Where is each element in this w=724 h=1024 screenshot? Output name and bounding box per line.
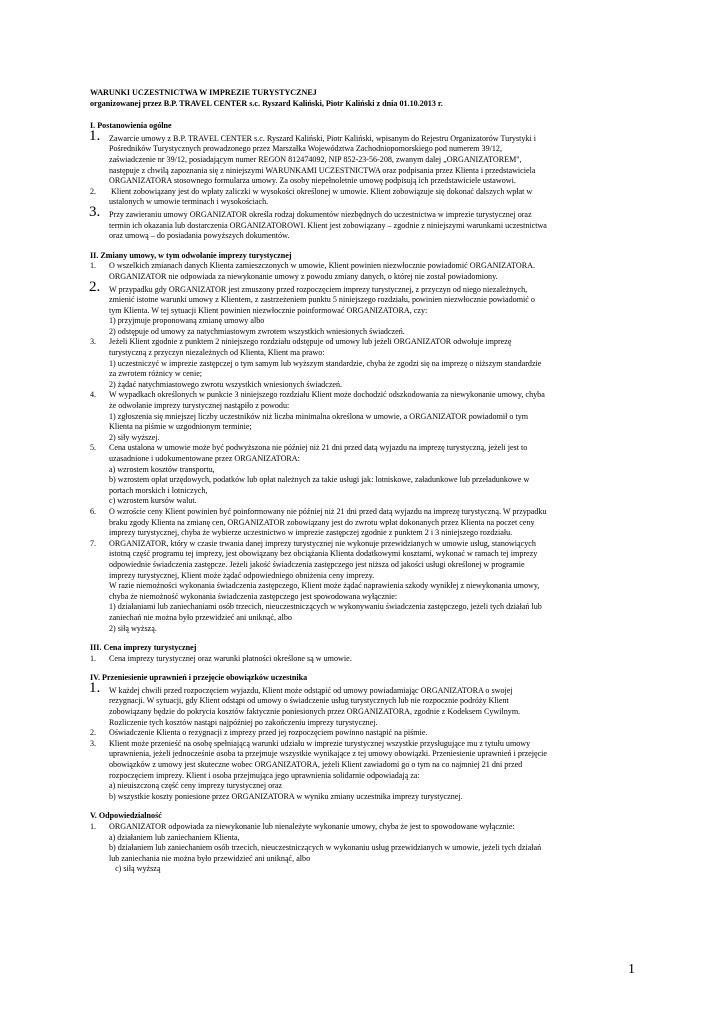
paragraph-line: Oświadczenie Klienta o rezygnacji z imprezy przed jej rozpoczęciem powinno nastąpić na piśmie. bbox=[109, 728, 428, 738]
paragraph-line: że odwołanie imprezy turystycznej nastąpiło z powodu: bbox=[109, 401, 290, 411]
paragraph-line: b) wszystkie koszty poniesione przez ORGANIZATORA w wyniku zmiany uczestnika imprezy turystycznej. bbox=[109, 791, 463, 801]
paragraph-number: 1. bbox=[90, 261, 97, 271]
numbered-paragraph bbox=[90, 654, 638, 665]
paragraph-line: zaniechań nie można było przewidzieć ani uniknąć, albo bbox=[109, 612, 292, 622]
paragraph-line: b) wzrostem opłat urzędowych, podatków lub opłat należnych za takie usługi jak: lotniskowe, załadunkowe lub przeładunkowe w bbox=[109, 475, 530, 485]
paragraph-number: 2. bbox=[89, 278, 101, 295]
paragraph-line: 1) przyjmuje proponowaną zmianę umowy albo bbox=[109, 316, 265, 326]
paragraph-line: W wypadkach określonych w punkcie 3 niniejszego rozdziału Klient może dochodzić odszkodowania za niewykonanie umowy, chyba bbox=[109, 390, 545, 400]
numbered-paragraph bbox=[90, 728, 638, 739]
paragraph-line: Klient może przenieść na osobę spełniającą warunki udziału w imprezie turystycznej wszystkie przysługujące mu z tytułu umowy bbox=[109, 738, 531, 748]
paragraph-line: zaświadczenie nr 39/12, posiadającym numer REGON 812474092, NIP 852-23-56-208, zwanym dalej „ORGANIZATOREM", bbox=[109, 154, 522, 164]
paragraph-line: ORGANIZATOR odpowiada za niewykonanie lub nienależyte wykonanie umowy, chyba że jest to spowodowane wyłącznie: bbox=[109, 822, 515, 831]
section-heading: II. Zmiany umowy, w tym odwołanie imprezy turystycznej bbox=[90, 250, 292, 260]
paragraph-line: tym Klienta. W tej sytuacji Klient powinien niezwłocznie poinformować ORGANIZATORA, czy: bbox=[109, 305, 428, 315]
numbered-paragraph bbox=[90, 443, 638, 507]
paragraph-line: Przy zawieraniu umowy ORGANIZATOR określa rodzaj dokumentów niezbędnych do uczestnictwa w imprezie turystycznej oraz bbox=[109, 209, 532, 219]
section-heading: III. Cena imprezy turystycznej bbox=[90, 643, 197, 653]
paragraph-line: Cena imprezy turystycznej oraz warunki płatności określone są w umowie. bbox=[109, 653, 352, 663]
paragraph-line: portach morskich i lotniczych, bbox=[109, 485, 208, 495]
numbered-paragraph bbox=[90, 337, 638, 390]
paragraph-line: 1) zgłoszenia się mniejszej liczby uczestników niż liczba minimalna określona w umowie, a ORGANIZATOR powiadomił o tym bbox=[109, 411, 529, 421]
paragraph-line: Jeżeli Klient zgodnie z punktem 2 niniejszego rozdziału odstępuje od umowy lub jeżeli ORGANIZATOR odwołuje imprezę bbox=[109, 337, 512, 347]
paragraph-line: Klient zobowiązany jest do wpłaty zaliczki w wysokości określonej w umowie. Klient zobowiązuje się dokonać dalszych wpłat w bbox=[109, 186, 533, 196]
paragraph-line: turystyczną z przyczyn niezależnych od Klienta, Klient ma prawo: bbox=[109, 348, 325, 358]
numbered-paragraph bbox=[89, 278, 638, 338]
paragraph-number: 6. bbox=[90, 506, 97, 516]
paragraph-line: imprezy turystycznej, Klient może żądać odpowiedniego obniżenia ceny imprezy. bbox=[109, 570, 375, 580]
paragraph-line: Cena ustalona w umowie może być podwyższona nie później niż 21 dni przed datą wyjazdu na imprezę turystyczną, jeżeli jest to bbox=[109, 443, 528, 453]
paragraph-number: 1. bbox=[89, 127, 101, 144]
paragraph-number: 3. bbox=[90, 337, 97, 347]
paragraph-line: obowiązków z umowy jest skuteczne wobec ORGANIZATORA, jeżeli Klient zawiadomi go o tym na co najmniej 21 dni przed bbox=[109, 760, 523, 770]
paragraph-number: 1. bbox=[90, 822, 97, 831]
paragraph-line: c) siłą wyższą bbox=[109, 864, 161, 874]
numbered-paragraph bbox=[90, 261, 638, 282]
paragraph-line: chyba że niemożność wykonania świadczenia zastępczego jest spowodowana wyłącznie: bbox=[109, 591, 398, 601]
paragraph-line: zmienić istotne warunki umowy z Klientem, z zastrzeżeniem punktu 5 niniejszego rozdziału, powinien niezwłocznie powiadomić o bbox=[109, 295, 535, 305]
numbered-paragraph bbox=[89, 203, 638, 242]
paragraph-line: W razie niemożności wykonania świadczenia zastępczego, Klient może żądać naprawienia szkody wynikłej z niewykonania umowy, bbox=[109, 581, 540, 591]
paragraph-line: braku zgody Klienta na zmianę cen, ORGANIZATOR zobowiązany jest do zwrotu wpłat dokonanych przez Klienta na poczet ceny bbox=[109, 517, 535, 527]
paragraph-line: zobowiązany będzie do pokrycia kosztów faktycznie poniesionych przez ORGANIZATORA, zgodnie z Kodeksem Cywilnym. bbox=[109, 707, 521, 717]
title-line-1: WARUNKI UCZESTNICTWA W IMPREZIE TURYSTYCZNEJ bbox=[90, 88, 317, 97]
paragraph-line: 1) uczestniczyć w imprezie zastępczej o tym samym lub wyższym standardzie, chyba że zgodzi się na imprezę o niższym standardzie bbox=[109, 358, 542, 368]
paragraph-number: 3. bbox=[90, 738, 97, 748]
paragraph-line: a) działaniem lub zaniechaniem Klienta, bbox=[109, 832, 240, 842]
paragraph-number: 4. bbox=[90, 390, 97, 400]
paragraph-line: b) działaniem lub zaniechaniem osób trzecich, nieuczestniczących w wykonaniu usług przewidzianych w umowie, jeżeli tych działań bbox=[109, 843, 542, 853]
paragraph-line: 2) siły wyższej. bbox=[109, 432, 160, 442]
paragraph-line: rezygnacji. W sytuacji, gdy Klient odstąpi od umowy o świadczenie usług turystycznych lub nie rozpocznie podróży Klient bbox=[109, 696, 509, 706]
document-body bbox=[90, 88, 638, 875]
paragraph-line: O wszelkich zmianach danych Klienta zamieszczonych w umowie, Klient powinien niezwłocznie powiadomić ORGANIZATORA. bbox=[109, 261, 535, 271]
title-line-2: organizowanej przez B.P. TRAVEL CENTER s.c. Ryszard Kaliński, Piotr Kaliński z dnia 01.10.2013 r. bbox=[90, 98, 443, 108]
paragraph-line: a) nieuiszczoną część ceny imprezy turystycznej oraz bbox=[109, 781, 283, 791]
paragraph-line: oraz umową – do posiadania powyższych dokumentów. bbox=[109, 231, 290, 241]
paragraph-line: uzasadnione i udokumentowane przez ORGANIZATORA: bbox=[109, 454, 300, 463]
paragraph-line: uprawnienia, jeżeli jednocześnie osoba ta przejmuje wszystkie wynikające z tej umowy obowiązki. Przeniesienie uprawnień i przejęcie bbox=[109, 749, 548, 759]
numbered-paragraph bbox=[90, 539, 638, 634]
paragraph-number: 2. bbox=[90, 728, 97, 738]
paragraph-line: Pośredników Turystycznych prowadzonego przez Marszałka Województwa Zachodniopomorskiego pod numerem 39/12, bbox=[109, 144, 503, 154]
numbered-paragraph bbox=[90, 739, 638, 803]
paragraph-line: istotną część programu tej imprezy, jest obowiązany bez obciążania Klienta dodatkowymi kosztami, wykonać w ramach tej imprezy bbox=[109, 549, 538, 559]
paragraph-line: 2) siłą wyższą. bbox=[109, 623, 157, 633]
paragraph-line: ORGANIZATOR nie odpowiada za niewykonanie umowy z powodu zmiany danych, o której nie został powiadomiony. bbox=[109, 271, 498, 281]
page-number: 1 bbox=[628, 962, 635, 977]
section-heading: IV. Przeniesienie uprawnień i przejęcie obowiązków uczestnika bbox=[90, 673, 308, 683]
paragraph-line: ustalonych w umowie terminach i wysokościach. bbox=[109, 197, 269, 207]
paragraph-line: c) wzrostem kursów walut. bbox=[109, 496, 197, 506]
numbered-paragraph bbox=[90, 507, 638, 539]
section-heading: V. Odpowiedzialność bbox=[90, 811, 162, 821]
paragraph-line: odpowiednie świadczenia zastępcze. Jeżeli jakość świadczenia zastępczego jest niższa od jakości usługi określonej w programie bbox=[109, 559, 525, 569]
paragraph-line: Zawarcie umowy z B.P. TRAVEL CENTER s.c. Ryszard Kaliński, Piotr Kaliński, wpisanym do Rejestru Organizatorów Turystyki i bbox=[109, 133, 536, 143]
paragraph-line: W każdej chwili przed rozpoczęciem wyjazdu, Klient może odstąpić od umowy powiadamiając ORGANIZATORA o swojej bbox=[109, 685, 513, 695]
paragraph-number: 1. bbox=[90, 653, 97, 663]
numbered-paragraph bbox=[90, 390, 638, 443]
numbered-paragraph bbox=[90, 822, 638, 875]
paragraph-number: 7. bbox=[90, 538, 97, 548]
paragraph-line: Rozliczenie tych kosztów nastąpi najpóźniej po zakończeniu imprezy turystycznej. bbox=[109, 717, 378, 727]
paragraph-line: ORGANIZATORA stosownego formularza umowy. Za osoby niepełnoletnie umowę podpisują ich przedstawiciele ustawowi. bbox=[109, 176, 516, 186]
section-heading: I. Postanowienia ogólne bbox=[90, 121, 172, 131]
paragraph-line: 2) żądać natychmiastowego zwrotu wszystkich wniesionych świadczeń. bbox=[109, 379, 343, 389]
numbered-paragraph bbox=[89, 127, 638, 187]
paragraph-line: W przypadku gdy ORGANIZATOR jest zmuszony przed rozpoczęciem imprezy turystycznej, z przyczyn od niego niezależnych, bbox=[109, 284, 528, 294]
numbered-paragraph bbox=[89, 679, 638, 728]
paragraph-line: lub zaniechania nie można było przewidzieć ani uniknąć, albo bbox=[109, 853, 311, 863]
paragraph-line: termin ich okazania lub dostarczenia ORGANIZATOROWI. Klient jest zobowiązany – zgodnie z niniejszymi warunkami uczestnictwa bbox=[109, 220, 547, 230]
numbered-paragraph bbox=[90, 187, 638, 208]
paragraph-number: 1. bbox=[89, 679, 101, 696]
paragraph-line: 2) odstępuje od umowy za natychmiastowym zwrotem wszystkich wniesionych świadczeń. bbox=[109, 326, 405, 336]
paragraph-line: Klienta na piśmie w uzgodnionym terminie; bbox=[109, 422, 252, 432]
paragraph-line: 1) działaniami lub zaniechaniami osób trzecich, nieuczestniczących w wykonywaniu świadczenia zastępczego, jeżeli tych działań lub bbox=[109, 602, 542, 612]
paragraph-number: 3. bbox=[89, 203, 101, 220]
paragraph-number: 5. bbox=[90, 443, 97, 453]
paragraph-line: następuje z chwilą zapoznania się z niniejszymi WARUNKAMI UCZESTNICTWA oraz podpisania przez Klienta i przedstawiciela bbox=[109, 165, 536, 175]
paragraph-line: ORGANIZATOR, który w czasie trwania danej imprezy turystycznej nie wykonuje przewidzianych w umowie usług, stanowiących bbox=[109, 538, 536, 548]
paragraph-line: O wzroście ceny Klient powinien być poinformowany nie później niż 21 dni przed datą wyjazdu na imprezę turystyczną. W przypadku bbox=[109, 506, 547, 516]
paragraph-line: a) wzrostem kosztów transportu, bbox=[109, 464, 215, 474]
paragraph-line: imprezy turystycznej, chyba że wybierze uczestnictwo w imprezie zastępczej zgodnie z punktem 2 i 3 niniejszego rozdziału. bbox=[109, 528, 513, 538]
paragraph-line: za zwrotem różnicy w cenie; bbox=[109, 369, 203, 379]
paragraph-number: 2. bbox=[90, 186, 97, 196]
document-title bbox=[90, 88, 638, 109]
paragraph-line: rozpoczęciem imprezy. Klient i osoba przejmująca jego uprawnienia solidarnie odpowiadają za: bbox=[109, 770, 420, 780]
sections-container bbox=[90, 109, 638, 875]
